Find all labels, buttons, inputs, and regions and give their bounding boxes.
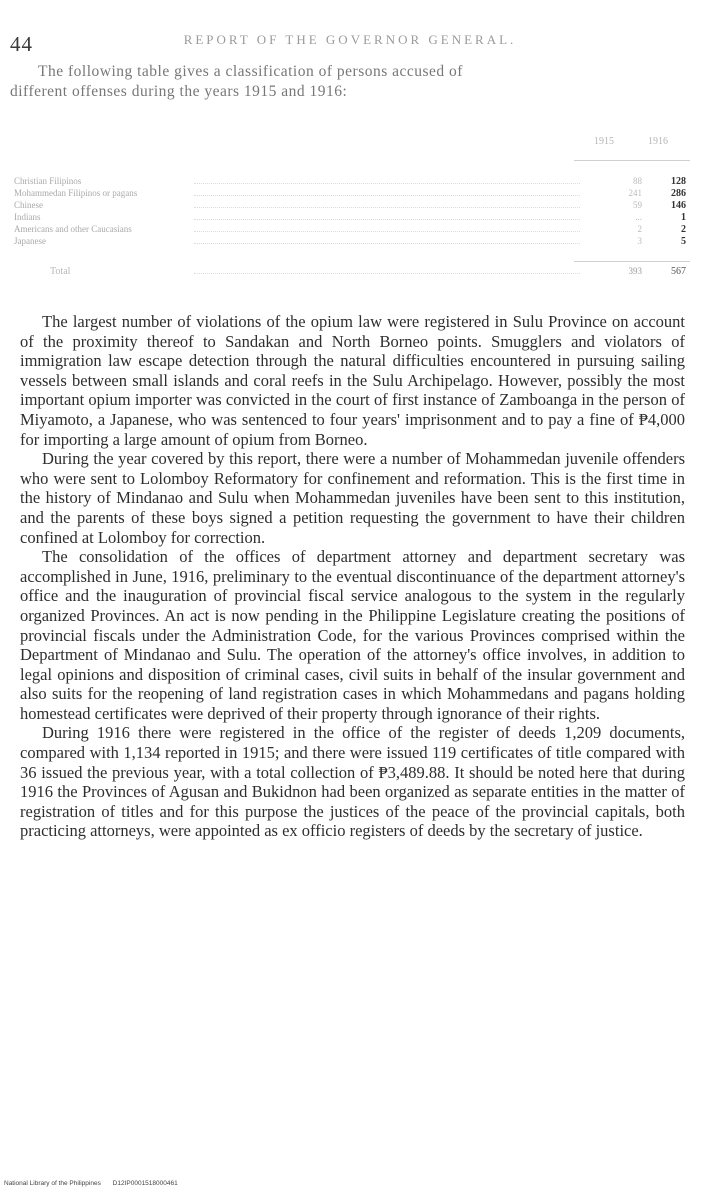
leader-dots (194, 207, 580, 208)
paragraph-opium: The largest number of violations of the opium law were registered in Sulu Province on account of the proximity thereof to Sandakan and North Borneo points. Smugglers and violators of immigration law escape detection through the natural difficulties encountered in pursuing sailing vessels between small islands and coral reefs in the Sulu Archipelago. However, possibly the most important opium importer was convicted in the court of first instance of Zamboanga in the person of Miyamoto, a Japanese, who was sentenced to four years' imprisonment and to pay a fine of ₱4,000 for importing a large amount of opium from Borneo. (20, 312, 685, 449)
total-1916: 567 (671, 266, 686, 277)
table-row (14, 188, 690, 200)
offenders-table (14, 130, 690, 290)
leader-dots (194, 195, 580, 196)
table-sum-rule (574, 261, 690, 262)
value-1915: 241 (628, 188, 642, 198)
paragraph-consolidation: The consolidation of the offices of department attorney and department secretary was accomplished in June, 1916, preliminary to the eventual discontinuance of the department attorney's office and the inauguration of provincial fiscal service analogous to the system in the regularly organized Provinces. An act is now pending in the Philippine Legislature creating the positions of provincial fiscals under the Administration Code, for the various Provinces comprised within the Department of Mindanao and Sulu. The operation of the attorney's office involves, in addition to legal opinions and disposition of criminal cases, civil suits in behalf of the insular government and also suits for the reopening of land registration cases in which Mohammedans and pagans holding homestead certificates were deprived of their property through ignorance of their rights. (20, 547, 685, 723)
total-label: Total (50, 266, 71, 277)
value-1915: 59 (633, 200, 642, 210)
value-1915: 2 (637, 224, 642, 234)
footer-library: National Library of the Philippines (4, 1180, 101, 1187)
table-row (14, 212, 690, 224)
row-label: Japanese (14, 236, 46, 246)
column-header-1916: 1916 (648, 136, 668, 147)
column-header-1915: 1915 (594, 136, 614, 147)
table-total-row (14, 266, 690, 278)
row-label: Indians (14, 212, 41, 222)
value-1915: 3 (637, 236, 642, 246)
intro-line-1: The following table gives a classification of persons accused of (38, 63, 463, 80)
body-text (20, 312, 685, 841)
value-1916: 146 (671, 200, 686, 211)
row-label: Americans and other Caucasians (14, 224, 132, 234)
running-title: REPORT OF THE GOVERNOR GENERAL. (183, 32, 517, 47)
leader-dots (194, 231, 580, 232)
table-row (14, 176, 690, 188)
leader-dots (194, 183, 580, 184)
value-1916: 2 (681, 224, 686, 235)
row-label: Christian Filipinos (14, 176, 82, 186)
value-1916: 1 (681, 212, 686, 223)
leader-dots (194, 243, 580, 244)
page-number: 44 (10, 32, 33, 56)
value-1915: 88 (633, 176, 642, 186)
value-1916: 286 (671, 188, 686, 199)
page-header (0, 26, 710, 56)
scan-footer (4, 1180, 188, 1187)
leader-dots (194, 219, 580, 220)
row-label: Mohammedan Filipinos or pagans (14, 188, 138, 198)
table-row (14, 224, 690, 236)
table-row (14, 236, 690, 248)
footer-code: D12IP0001518000461 (112, 1180, 178, 1187)
table-top-rule (574, 160, 690, 161)
value-1916: 5 (681, 236, 686, 247)
intro-paragraph (10, 62, 688, 102)
table-row (14, 200, 690, 212)
paragraph-register-of-deeds: During 1916 there were registered in the office of the register of deeds 1,209 documents, compared with 1,134 reported in 1915; and there were issued 119 certificates of title compared with 36 issued the previous year, with a total collection of ₱3,489.88. It should be noted here that during 1916 the Provinces of Agusan and Bukidnon had been organized as separate entities in the matter of registration of titles and for this purpose the justices of the peace of the provincial capitals, both practicing attorneys, were appointed as ex officio registers of deeds by the secretary of justice. (20, 723, 685, 841)
leader-dots (194, 273, 580, 274)
value-1915: ... (635, 212, 642, 222)
total-1915: 393 (628, 266, 642, 276)
paragraph-juvenile-offenders: During the year covered by this report, there were a number of Mohammedan juvenile offenders who were sent to Lolomboy Reformatory for confinement and reformation. This is the first time in the history of Mindanao and Sulu when Mohammedan juveniles have been sent to this institution, and the parents of these boys signed a petition requesting the government to have their children confined at Lolomboy for correction. (20, 449, 685, 547)
value-1916: 128 (671, 176, 686, 187)
row-label: Chinese (14, 200, 43, 210)
intro-line-2: different offenses during the years 1915 and 1916: (10, 83, 348, 100)
